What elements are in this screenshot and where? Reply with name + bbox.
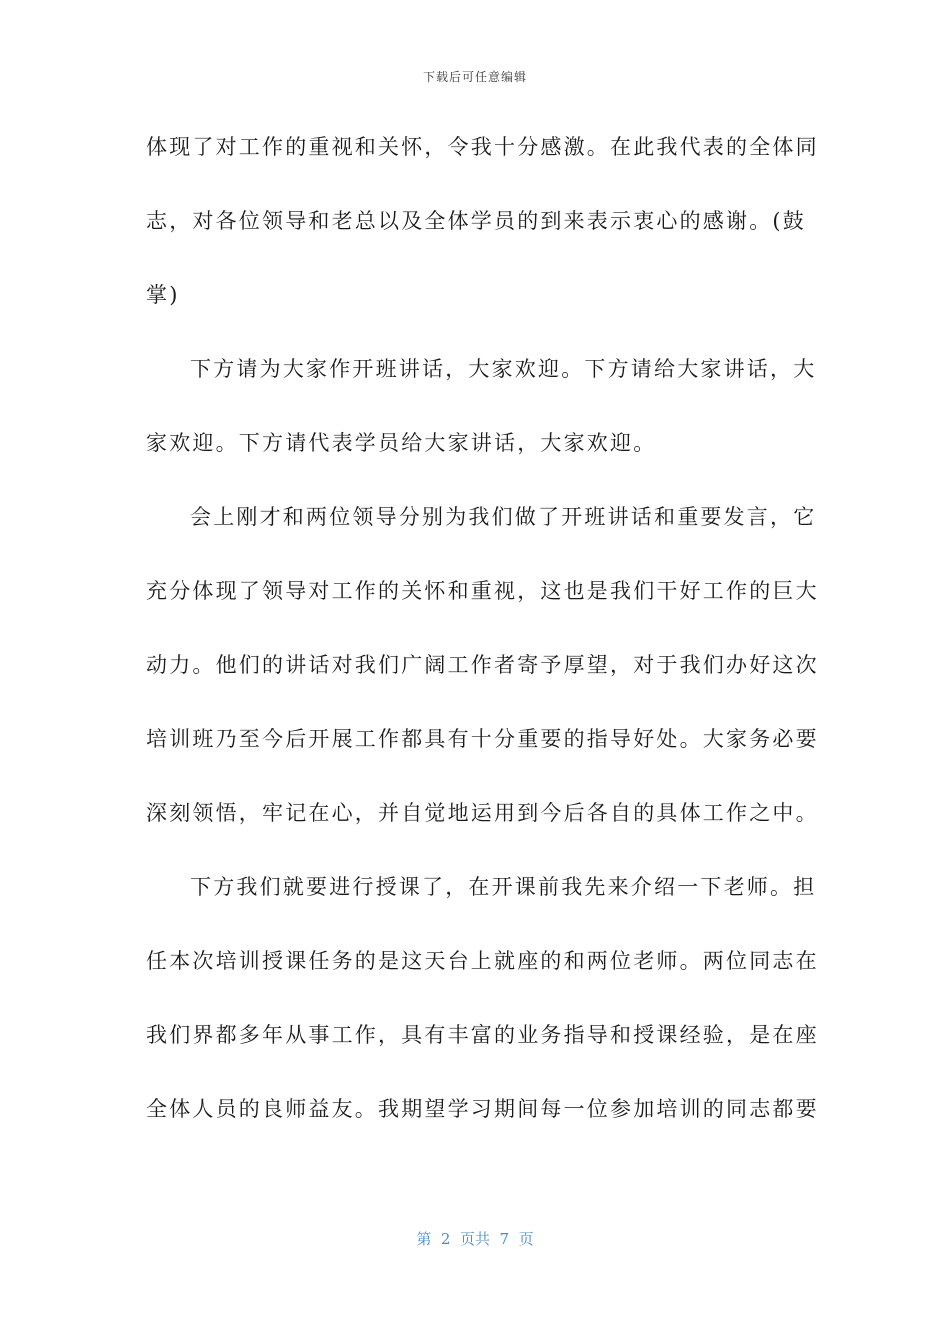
paragraph-line: 志，对各位领导和老总以及全体学员的到来表示衷心的感谢。(鼓: [146, 209, 806, 233]
paragraph-line: 下方我们就要进行授课了，在开课前我先来介绍一下老师。担: [190, 875, 817, 899]
paragraph-line: 充分体现了领导对工作的关怀和重视，这也是我们干好工作的巨大: [146, 579, 819, 603]
paragraph-line: 任本次培训授课任务的是这天台上就座的和两位老师。两位同志在: [146, 949, 819, 973]
document-body: [146, 127, 819, 1163]
paragraph-line: 培训班乃至今后开展工作都具有十分重要的指导好处。大家务必要: [146, 727, 819, 751]
paragraph-line: 家欢迎。下方请代表学员给大家讲话，大家欢迎。: [146, 431, 657, 455]
paragraph-line: 体现了对工作的重视和关怀，令我十分感激。在此我代表的全体同: [146, 135, 819, 159]
header-note: 下载后可任意编辑: [422, 70, 527, 84]
paragraph-line: 深刻领悟，牢记在心，并自觉地运用到今后各自的具体工作之中。: [146, 801, 819, 825]
paragraph-line: 下方请为大家作开班讲话，大家欢迎。下方请给大家讲话，大: [190, 357, 817, 381]
paragraph-line: 我们界都多年从事工作，具有丰富的业务指导和授课经验，是在座: [146, 1023, 819, 1047]
paragraph-line: 动力。他们的讲话对我们广阔工作者寄予厚望，对于我们办好这次: [146, 653, 819, 677]
paragraph-line: 会上刚才和两位领导分别为我们做了开班讲话和重要发言，它: [190, 505, 817, 529]
paragraph-line: 全体人员的良师益友。我期望学习期间每一位参加培训的同志都要: [146, 1097, 819, 1121]
page-number-footer: 第 2 页共 7 页: [416, 1230, 534, 1248]
paragraph-line: 掌): [146, 283, 180, 307]
